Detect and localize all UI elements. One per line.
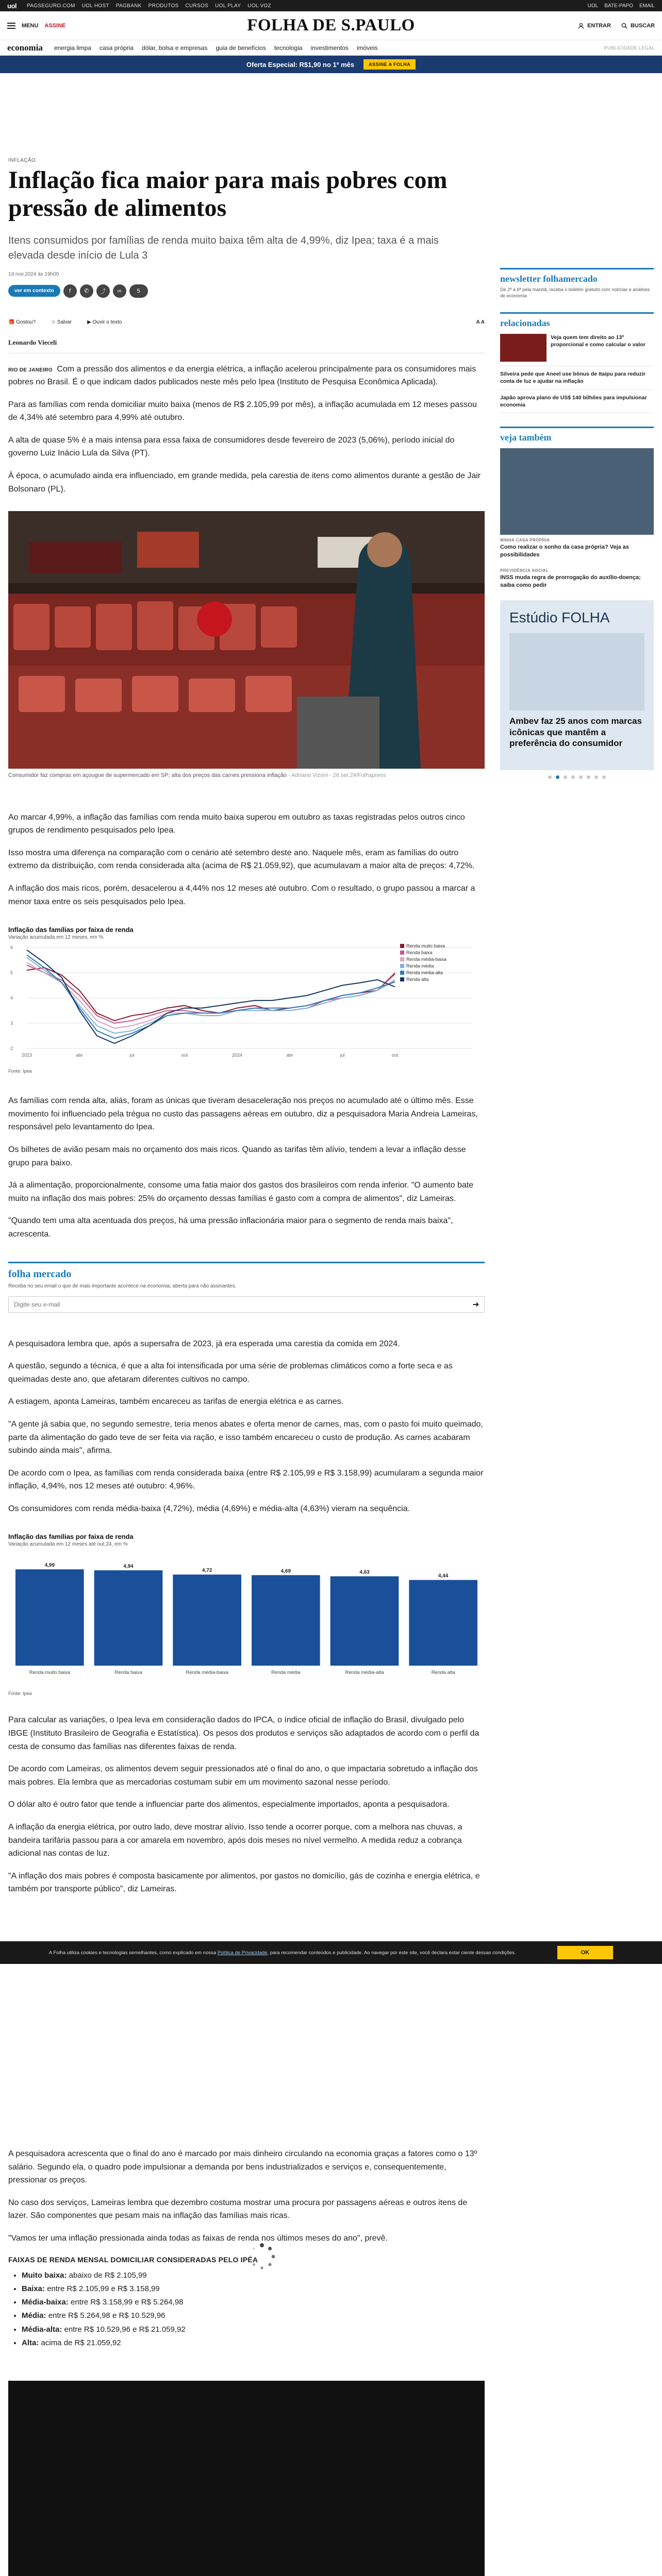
save-label: Salvar [57,319,72,325]
promo-text: Oferta Especial: R$1,90 no 1º mês [246,60,355,69]
subscribe-button[interactable]: ASSINE A FOLHA [363,59,416,70]
uol-link[interactable]: PAGSEGURO.COM [27,3,75,9]
facebook-icon[interactable]: f [63,284,77,298]
save-button[interactable]: ☆ Salvar [51,319,72,325]
share-icon[interactable]: ⤴ [96,284,110,298]
search-icon [621,23,627,29]
legend-label: Renda muito baixa [406,943,445,949]
loading-spinner-icon [246,2241,277,2272]
article-paragraph: Os bilhetes de avião pesam mais no orçamento dos mais ricos. Quando as tarifas têm alívio, tendem a levar a inflação desse grupo para baixo. [8,1145,466,1167]
dateline: RIO DE JANEIRO [8,367,53,373]
carousel-dots [500,775,654,779]
faixas-title: FAIXAS DE RENDA MENSAL DOMICILIAR CONSIDERADAS PELO IPEA [8,2255,258,2264]
supermarket-photo [8,511,485,769]
chart-title: Inflação das famílias por faixa de renda [8,1533,134,1541]
legend-swatch [400,951,404,955]
article-paragraph: "Quando tem uma alta acentuada dos preços, há uma pressão inflacionária maior para o segmento de renda mais baixa", acrescenta. [8,1216,453,1239]
article-paragraph: "A inflação dos mais pobres é composta basicamente por alimentos, por gastos no domicílio, gás de cozinha e energia elétrica, e também por transporte público", diz Lameiras. [8,1871,480,1894]
uol-link[interactable]: CURSOS [185,3,209,9]
list-item: • Média-alta: entre R$ 10.529,96 e R$ 21.059,92 [22,2323,485,2336]
article-paragraph: Já a alimentação, proporcionalmente, consome uma fatia maior dos gastos dos brasileiros com renda inferior. "O aumento bate muito na inflação dos mais pobres: 25% do orçamento dessas famílias é gasto com a compra de alimentos", diz Lameiras. [8,1181,474,1203]
buscar-label: BUSCAR [630,22,655,29]
bar [330,1577,399,1666]
series-line [27,955,395,1039]
article-paragraph: O dólar alto é outro fator que tende a influenciar parte dos alimentos, especialmente importados, aponta a pesquisadora. [8,1800,450,1809]
article-paragraph: Isso mostra uma diferença na comparação com o cenário até setembro deste ano. Naquele mês, eram as famílias do outro extremo da distribuição, com renda considerada alta (acima de R$ 21.059,92), que acumulavam a maior alta de preços: 4,72%. [8,848,475,871]
article-subtitle: Itens consumidos por famílias de renda muito baixa têm alta de 4,99%, diz Ipea; taxa é a mais elevada desde início de Lula 3 [8,234,439,261]
buscar-button[interactable] [621,23,655,29]
uol-right-link[interactable]: EMAIL [639,3,655,9]
uol-top-bar [0,0,662,11]
see-also-image [500,448,654,535]
see-also-label: MINHA CASA PRÓPRIA [500,537,550,543]
context-button[interactable]: ver em contexto [8,285,60,297]
newsletter-form [8,1296,485,1313]
x-tick-label: 2023 [21,1053,32,1058]
see-also-item[interactable] [500,568,654,589]
section-nav-item[interactable]: dólar, bolsa e empresas [142,44,208,52]
see-also-headline: INSS muda regra de prorrogação do auxílio-doença; saiba como pedir [500,574,641,588]
related-thumb [500,334,547,362]
list-item: • Muito baixa: abaixo de R$ 2.105,99 [22,2269,485,2282]
photo-credit: - Adriano Vizoni - 26.set.24/Folhapress [288,772,386,779]
carousel-dot[interactable] [594,775,598,779]
chart-subtitle: Variação acumulada em 12 meses, em % [8,935,104,941]
gift-button[interactable]: 🎁 Gostou? [8,319,36,325]
chart-title: Inflação das famílias por faixa de renda [8,926,134,934]
carousel-dot[interactable] [571,775,575,779]
carousel-dot[interactable] [564,775,567,779]
article-paragraph: Para calcular as variações, o Ipea leva em consideração dados do IPCA, o índice oficial de inflação do Brasil, divulgado pelo IBGE (Instituto Brasileiro de Geografia e Estatística). Os pesos dos produtos e serviços são adaptados de acordo com o perfil da cesta de consumo das famílias nas diferentes faixas de renda. [8,1716,479,1751]
cookie-ok-button[interactable]: OK [557,1946,614,1959]
x-tick-label: out [181,1053,188,1058]
article-paragraph: Ao marcar 4,99%, a inflação das famílias com renda muito baixa superou em outubro as taxas registradas pelos outros cinco grupos de rendimento pesquisados pelo Ipea. [8,812,465,835]
list-item: • Baixa: entre R$ 2.105,99 e R$ 3.158,99 [22,2282,485,2296]
x-tick-label: abr [286,1053,293,1058]
section-nav-item[interactable]: guia de benefícios [216,44,266,52]
data-label: 4,69 [280,1568,291,1574]
article-tools [8,319,485,325]
carousel-dot[interactable] [587,775,590,779]
legend-swatch [400,964,404,968]
promo-headline: Ambev faz 25 anos com marcas icônicas que mantêm a preferência do consumidor [509,716,642,748]
loading-area [8,1896,485,2138]
legend-swatch [400,944,404,948]
list-item: • Alta: acima de R$ 21.059,92 [22,2336,485,2350]
bar [173,1575,241,1666]
data-label: 4,72 [202,1568,212,1574]
bar [409,1580,477,1666]
uol-logo[interactable]: uol [7,2,16,10]
article-date: 14.nov.2024 às 19h00 [8,271,59,277]
list-item: • Média-baixa: entre R$ 3.158,99 e R$ 5.264,98 [22,2296,485,2309]
article-paragraph: À época, o acumulado ainda era influenciado, em grande medida, pela carestia de itens como alimentos durante a gestão de Jair Bolsonaro (PL). [8,471,481,494]
font-size-button[interactable]: A A [476,319,485,325]
chart-subtitle: Variação acumulada em 12 meses até out.24, em % [8,1541,128,1548]
related-item[interactable]: Silveira pede que Aneel use bônus de Itaipu para reduzir conta de luz e ajudar na inflação [500,370,654,389]
estudio-folha-logo: Estúdio FOLHA [509,609,610,626]
uol-right-link[interactable]: UOL [587,3,599,9]
subscription-promo-bar [0,56,662,73]
link-icon[interactable]: ∞ [113,284,126,298]
menu-button[interactable]: MENU [22,22,39,29]
related-headline: Veja quem tem direito ao 13º proporcional e como calcular o valor [551,334,646,348]
article-paragraph: "Vamos ter uma inflação pressionada ainda todas as faixas de renda nos últimos meses do ano", prevê. [8,2233,388,2243]
user-icon [578,23,584,29]
carousel-dot[interactable] [602,775,606,779]
x-tick-label: Renda média-alta [345,1670,384,1676]
chart-source: Fonte: Ipea [8,1069,32,1074]
whatsapp-icon[interactable]: ✆ [80,284,93,298]
section-nav-item[interactable]: casa própria [99,44,134,52]
entrar-label: ENTRAR [587,22,611,29]
section-nav-item[interactable]: investimentos [310,44,349,52]
bar [15,1570,84,1666]
see-also-item[interactable] [500,448,654,559]
article-paragraph: "A gente já sabia que, no segundo semestre, teria menos abates e oferta menor de carnes, mas, com o pasto foi muito queimado, parte da alimentação do gado teve de ser feita via ração, e isso também encareceu o custo de produção. As carnes acabaram subindo ainda mais", afirma. [8,1419,483,1455]
related-item[interactable] [500,334,654,366]
series-line [27,958,395,1033]
newsletter-inline [8,1262,485,1313]
x-tick-label: out [391,1053,399,1058]
x-tick-label: Renda muito baixa [29,1670,70,1676]
caption-text: Consumidor faz compras em açougue de supermercado em SP; alta dos preços das carnes pressiona inflação [8,772,287,779]
section-nav-item[interactable]: energia limpa [54,44,91,52]
y-tick-label: 4 [10,995,13,1001]
arrow-right-icon[interactable]: ➜ [472,1300,479,1309]
article-paragraph: De acordo com o Ipea, as famílias com renda considerada baixa (entre R$ 2.105,99 e R$ 3.158,99) acumularam a segunda maior inflação, 4,94%, nos 12 meses até outubro: 4,96%. [8,1468,484,1491]
legend-swatch [400,957,404,961]
list-item: • Média: entre R$ 5.264,98 e R$ 10.529,96 [22,2309,485,2323]
article-paragraph: A pesquisadora acrescenta que o final do ano é marcado por mais dinheiro circulando na economia graças a fatores como o 13º salário. Segundo ela, o quadro pode impulsionar a demanda por bens industrializados e serviços e, consequentemente, pressionar os preços. [8,2149,477,2185]
article-paragraph: As famílias com renda alta, aliás, foram as únicas que tiveram desaceleração nos preços no acumulado até o último mês. Esse movimento foi influenciado pela trégua no custo das passagens aéreas em outubro, diz a pesquisadora Maria Andreia Lameiras, responsável pelo levantamento do Ipea. [8,1096,478,1132]
y-tick-label: 5 [10,970,13,976]
cookie-text: A Folha utiliza cookies e tecnologias semelhantes, como explicado em nossa Política de Privacidade, para recomendar conteúdos e publicidade. Ao navegar por este site, você declara estar ciente dessas condições. [48,1950,516,1956]
comments-count: 5 [137,287,140,294]
article-paragraph: A inflação dos mais ricos, porém, desacelerou a 4,44% nos 12 meses até outubro. Com o resultado, o grupo passou a marcar a menor taxa entre os seis pesquisados pelo Ipea. [8,884,475,906]
bar [94,1570,163,1666]
bar-chart-svg[interactable] [8,1547,485,1686]
x-tick-label: Renda baixa [114,1670,142,1676]
article-paragraph: No caso dos serviços, Lameiras lembra que dezembro costuma mostrar uma procura por passagens aéreas e outros itens de lazer. São componentes que pesam mais na inflação das famílias mais ricas. [8,2198,468,2221]
article-paragraph: RIO DE JANEIRO Com a pressão dos alimentos e da energia elétrica, a inflação acelerou principalmente para os consumidores mais pobres no Brasil. É o que indicam dados publicados neste mês pelo Ipea (Instituto de Pesquisa Econômica Aplicada). [8,364,476,387]
sidebar-newsletter[interactable] [500,268,654,299]
section-name[interactable]: economia [7,42,43,53]
legend-label: Renda baixa [406,950,433,956]
y-tick-label: 6 [10,945,13,951]
article-paragraph: A alta de quase 5% é a mais intensa para essa faixa de consumidores desde fevereiro de 2023 (5,06%), período inicial do governo Luiz Inácio Lula da Silva (PT). [8,435,455,458]
article [8,82,485,2576]
related-item[interactable]: Japão aprova plano de US$ 140 bilhões para impulsionar economia [500,394,654,413]
article-author[interactable]: Leonardo Vieceli [8,338,485,353]
sidebar-newsletter-desc: De 2ª a 6ª pela manhã, receba o boletim gratuito com notícias e análises de economia [500,287,650,299]
see-also-block [500,427,654,779]
legend-label: Renda alta [406,977,429,982]
line-chart [8,926,485,1074]
see-also-label: PREVIDÊNCIA SOCIAL [500,568,549,573]
x-tick-label: Renda alta [431,1670,455,1676]
listen-label: Ouvir o texto [92,319,122,325]
gift-label: Gostou? [16,319,36,325]
bar [252,1575,320,1666]
legend-label: Renda média [406,963,434,969]
x-tick-label: Renda média [271,1670,301,1676]
y-tick-label: 3 [10,1021,13,1026]
article-title: Inflação fica maior para mais pobres com pressão de alimentos [8,166,448,222]
chart-source: Fonte: Ipea [8,1691,32,1697]
promo-image [509,633,644,710]
listen-button[interactable]: ▶ Ouvir o texto [87,319,122,325]
data-label: 4,44 [438,1573,449,1580]
related-title: relacionadas [500,318,550,329]
data-label: 4,63 [359,1570,370,1576]
legend-label: Renda média-alta [406,970,443,976]
article-paragraph: A questão, segundo a técnica, é que a alta foi intensificada por uma série de problemas climáticos como a forte seca e as queimadas deste ano, que afetaram diferentes cultivos no campo. [8,1362,453,1384]
article-paragraph: De acordo com Lameiras, os alimentos devem seguir pressionados até o final do ano, o que impactaria sobretudo a inflação dos mais pobres. Ela lembra que as mercadorias costumam subir em um movimento sazonal nesse período. [8,1765,478,1787]
see-also-title: veja também [500,432,552,443]
video-ad[interactable] [8,2381,485,2576]
x-tick-label: 2024 [231,1053,243,1058]
related-block [500,312,654,413]
carousel-dot[interactable] [579,775,583,779]
sidebar [500,268,654,792]
legend-label: Renda média-baixa [406,957,447,962]
section-nav [0,40,662,56]
privacy-policy-link[interactable]: Política de Privacidade [217,1950,268,1956]
line-chart-svg[interactable] [8,940,485,1064]
article-paragraph: A inflação da energia elétrica, por outro lado, deve mostrar alívio. Isso tende a ocorrer porque, com a melhora nas chuvas, a bandeira tarifária passou para a cor amarela em novembro, após dois meses no nível vermelho. A medida reduz a cobrança adicional nas contas de luz. [8,1823,462,1858]
legend-swatch [400,977,404,981]
carousel-dot[interactable] [556,775,559,779]
uol-link[interactable]: UOL HOST [81,3,109,9]
x-tick-label: Renda média-baixa [186,1670,228,1676]
section-nav-item[interactable]: tecnologia [274,44,303,52]
y-tick-label: 2 [10,1046,13,1052]
email-input[interactable] [9,1297,468,1312]
article-paragraph: A pesquisadora lembra que, após a supersafra de 2023, já era esperada uma carestia da comida em 2024. [8,1339,400,1348]
cookie-banner [0,1941,662,1964]
site-header [0,11,662,40]
article-kicker[interactable]: INFLAÇÃO [8,158,36,163]
article-paragraph: Para as famílias com renda domiciliar muito baixa (menos de R$ 2.105,99 por mês), a inflação acumulada em 12 meses passou de 4,34% até setembro para 4,99% até outubro. [8,400,477,422]
uol-right-link[interactable]: BATE-PAPO [604,3,633,9]
newsletter-title: folha mercado [8,1268,72,1280]
data-label: 4,99 [44,1563,55,1569]
uol-link[interactable]: UOL PLAY [215,3,241,9]
article-paragraph: Os consumidores com renda média-baixa (4,72%), média (4,69%) e média-alta (4,63%) vieram na sequência. [8,1504,410,1513]
entrar-button[interactable] [578,23,611,29]
data-label: 4,94 [123,1564,134,1570]
photo-caption [8,772,485,779]
sidebar-newsletter-title: newsletter folhamercado [500,274,598,284]
legend-swatch [400,971,404,975]
section-nav-item[interactable]: imóveis [356,44,378,52]
x-tick-label: jul [129,1053,135,1058]
x-tick-label: abr [76,1053,83,1058]
uol-link[interactable]: PRODUTOS [148,3,179,9]
uol-link[interactable]: PAGBANK [115,3,142,9]
faixas-list [8,2269,485,2350]
article-paragraph: A estiagem, aponta Lameiras, também encareceu as tarifas de energia elétrica e as carnes. [8,1397,344,1406]
x-tick-label: jul [340,1053,345,1058]
masthead-logo[interactable]: FOLHA DE S.PAULO [247,16,415,35]
uol-link[interactable]: UOL VOZ [247,3,271,9]
article-photo[interactable] [8,511,485,769]
see-also-headline: Como realizar o sonho da casa própria? Veja as possibilidades [500,544,630,558]
publicidade-legal-link[interactable]: PUBLICIDADE LEGAL [604,45,655,50]
estudio-folha-promo[interactable] [500,600,654,770]
comments-button[interactable] [129,284,148,298]
menu-icon[interactable] [7,23,15,29]
newsletter-desc: Receba no seu email o que de mais importante acontece na economia; aberta para não assinantes. [8,1283,237,1289]
assine-link[interactable]: ASSINE [44,22,66,29]
carousel-dot[interactable] [548,775,552,779]
share-bar [8,284,485,298]
bar-chart [8,1533,485,1696]
